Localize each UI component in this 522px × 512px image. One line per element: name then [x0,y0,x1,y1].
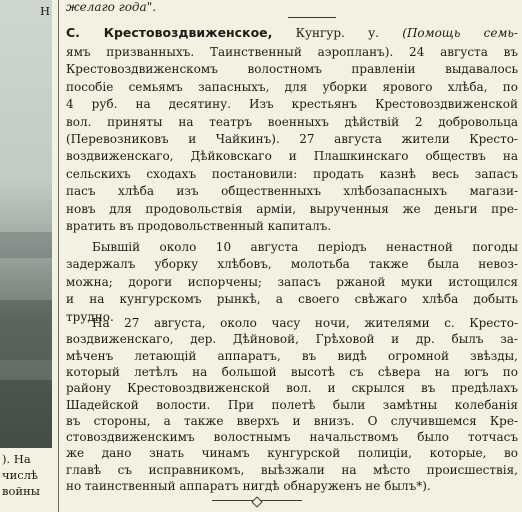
article-heading [66,26,518,40]
article-line: (Перевозниковъ и Чайкинъ). 27 августа жители Кресто- [66,132,518,146]
photo-shading [0,232,52,258]
article-line: въ стороны, а также вверхъ и внизъ. О случившемся Кре- [66,413,518,428]
article-line: Бывшій около 10 августа періодъ ненастной погоды [92,240,518,254]
left-fragment: Н [40,4,51,18]
article-line: но таинственный аппаратъ нигдѣ обнаруженъ не былъ*). [66,479,431,493]
article-line: району Крестовоздвиженской вол. и скрылся въ предѣлахъ [66,381,518,396]
article-line: 4 руб. на десятину. Изъ крестьянъ Крестовоздвиженской [66,97,518,112]
left-column-photo [0,0,52,448]
article-line: воздвиженскаго, дер. Дѣйновой, Грѣховой и др. былъ за- [66,332,518,347]
article-line: мѣченъ летающій аппаратъ, въ видѣ огромной звѣзды, [66,348,518,363]
photo-shading [0,380,52,448]
heading-county: Кунгур. у. [295,26,379,40]
photo-shading [0,300,52,360]
article-line: можна; дороги испорчены; запасъ ржаной муки истощился [66,274,518,289]
article-line: сельскихъ сходахъ постановили: продать казнѣ весь запасъ [66,166,518,181]
left-fragment: войны [2,484,40,498]
separator-diamond [251,496,262,507]
article-line: стовоздвиженскимъ волостнымъ начальствомъ было тотчасъ [66,430,518,445]
article-line: Крестовоздвиженскомъ волостномъ правленіи выдавалось [66,62,518,77]
article-line: вратить въ продовольственный капиталъ. [66,219,332,233]
article-line: На 27 августа, около часу ночи, жителями с. Кресто- [92,316,518,330]
article-line: Шадейской волости. При полетѣ были замѣтны колебанія [66,397,518,412]
column-rule [58,0,59,512]
article-line: же дано знать чинамъ кунгурской полиціи, которые, во [66,446,518,461]
article-line: воздвиженскаго, Дѣйковскаго и Плашкинскаго обществъ на [66,149,518,164]
separator-rule [288,17,336,18]
heading-place: С. Крестовоздвиженское, [66,26,273,40]
article-line: пособіе семьямъ запасныхъ, для уборки ярового хлѣба, по [66,79,518,94]
article-line: трудно. [66,309,114,324]
article-line: пасъ хлѣба изъ общественныхъ хлѣбозапасныхъ магази- [66,184,518,199]
article-line: который летѣлъ на большой высотѣ съ сѣвера на югъ по [66,364,518,379]
article-line: главѣ съ исправникомъ, выѣзжали на мѣсто происшествія, [66,462,518,477]
article-line: вол. приняты на театръ военныхъ дѣйствій 2 добровольца [66,114,518,129]
previous-article-ending: желаго года". [66,0,157,14]
article-line: новъ для продовольствія арміи, вырученныя же деньги пре- [66,201,518,216]
article-line: задержалъ уборку хлѣбовъ, молотьба также была невоз- [66,257,518,272]
article-line: и на кунгурскомъ рынкѣ, а своего свѣжаго хлѣба добыть [66,292,518,307]
article-line: ямъ призванныхъ. Таинственный аэропланъ). 24 августа въ [66,45,518,59]
left-fragment: ). На [2,452,31,466]
section-separator [212,498,302,504]
left-fragment: числѣ [2,468,38,482]
heading-subject: (Помощь семь- [402,26,518,40]
